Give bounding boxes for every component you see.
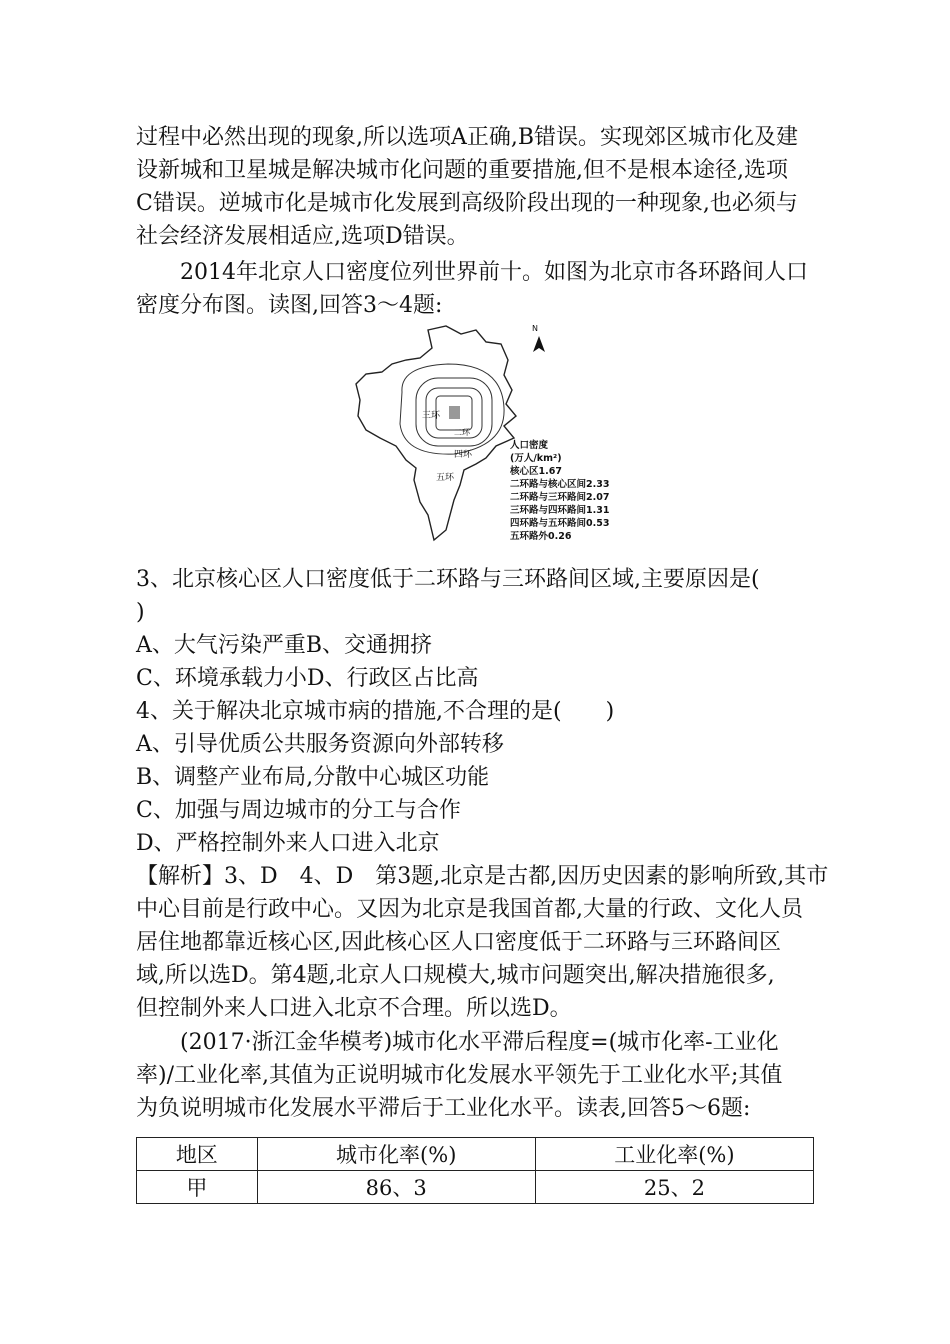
text-line: 社会经济发展相适应,选项D错误。 [136,224,469,249]
question-intro [136,256,816,322]
text-line: 过程中必然出现的现象,所以选项A正确,B错误。实现郊区城市化及建 [136,125,799,150]
question-stem: ) [136,600,145,625]
table-header-cell: 城市化率(%) [257,1138,535,1171]
text-line: 【解析】3、D 4、D 第3题,北京是古都,因历史因素的影响所致,其市 [136,864,829,889]
table-header-cell: 地区 [137,1138,258,1171]
legend-title: 人口密度 [510,440,549,451]
text-line: 居住地都靠近核心区,因此核心区人口密度低于二环路与三环路间区 [136,930,781,955]
text-line: C错误。逆城市化是城市化发展到高级阶段出现的一种现象,也必须与 [136,191,798,216]
urbanization-table [136,1137,814,1204]
question-stem: 4、关于解决北京城市病的措施,不合理的是( ) [136,699,615,724]
option-line: A、大气污染严重B、交通拥挤 [136,633,433,658]
legend-item: 二环路与三环路间2.07 [510,492,610,503]
legend-unit: (万人/km²) [510,453,562,464]
table-cell: 86、3 [257,1171,535,1204]
table-row [137,1171,814,1204]
option-line: C、加强与周边城市的分工与合作 [136,798,461,823]
text-line: 为负说明城市化发展水平滞后于工业化水平。读表,回答5～6题: [136,1096,751,1121]
question-intro-2 [136,1026,816,1125]
legend-item: 四环路与五环路间0.53 [510,518,610,529]
text-line: 中心目前是行政中心。又因为北京是我国首都,大量的行政、文化人员 [136,897,803,922]
table-header-row [137,1138,814,1171]
question-4 [136,695,816,860]
legend-item: 核心区1.67 [510,466,562,477]
text-line: 但控制外来人口进入北京不合理。所以选D。 [136,996,572,1021]
text-line: 域,所以选D。第4题,北京人口规模大,城市问题突出,解决措施很多, [136,963,775,988]
text-line: 设新城和卫星城是解决城市化问题的重要措施,但不是根本途径,选项 [136,158,788,183]
map-legend [510,439,609,543]
analysis [136,860,829,1025]
city-boundary [356,326,516,540]
north-arrow-icon [533,336,545,352]
option-line: C、环境承载力小D、行政区占比高 [136,666,479,691]
option-line: A、引导优质公共服务资源向外部转移 [136,732,504,757]
ring-3-label: 三环 [422,411,441,421]
legend-item: 三环路与四环路间1.31 [510,505,610,516]
table-cell: 甲 [137,1171,258,1204]
option-line: D、严格控制外来人口进入北京 [136,831,440,856]
ring-4-label: 四环 [454,450,473,460]
core-area [449,406,460,419]
table-header-cell: 工业化率(%) [535,1138,813,1171]
ring-5-label: 五环 [436,473,455,483]
legend-item: 二环路与核心区间2.33 [510,479,610,490]
text-line: 2014年北京人口密度位列世界前十。如图为北京市各环路间人口 [180,260,808,285]
text-line: 密度分布图。读图,回答3～4题: [136,293,443,318]
question-3 [136,563,816,695]
north-label: N [532,324,538,333]
text-line: (2017·浙江金华模考)城市化水平滞后程度=(城市化率-工业化 [180,1030,779,1055]
ring-2-label: 二环 [454,428,470,437]
text-line: 率)/工业化率,其值为正说明城市化发展水平领先于工业化水平;其值 [136,1063,783,1088]
option-line: B、调整产业布局,分散中心城区功能 [136,765,490,790]
question-stem: 3、北京核心区人口密度低于二环路与三环路间区域,主要原因是( [136,567,760,592]
explanation-paragraph [136,121,816,253]
legend-item: 五环路外0.26 [510,531,572,542]
table-cell: 25、2 [535,1171,813,1204]
